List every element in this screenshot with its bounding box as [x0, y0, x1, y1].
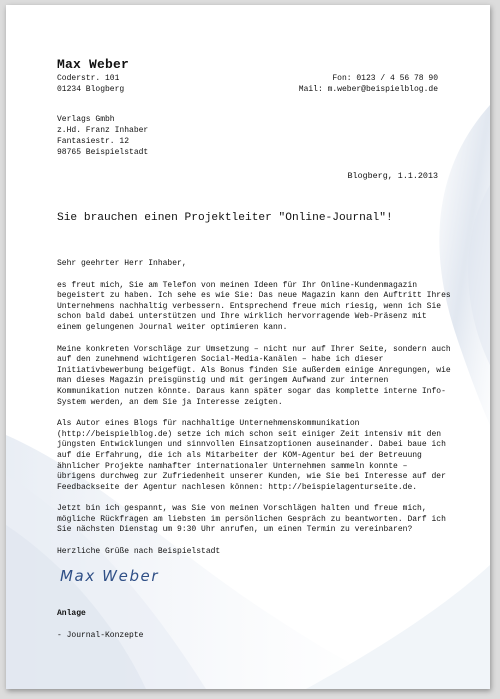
recipient-city: 98765 Beispielstadt [57, 148, 149, 157]
letter-date: Blogberg, 1.1.2013 [347, 171, 438, 181]
sender-mail: Mail: m.weber@beispielblog.de [298, 85, 438, 94]
sender-phone: Fon: 0123 / 4 56 78 90 [332, 74, 438, 83]
body-paragraph-4: Jetzt bin ich gespannt, was Sie von meinen Vorschlägen halten und freue mich, mögliche Rückfragen am liebsten im persönlichen Gespräch zu beantworten. Darf ich Sie nächsten Dienstag um 9:30 Uhr anrufen, um einen Termin zu vereinbaren? [57, 504, 446, 535]
body-paragraph-2: Meine konkreten Vorschläge zur Umsetzung – nicht nur auf Ihrer Seite, sondern auch auf den zunehmend wichtigeren Social-Media-Kanälen – habe ich dieser Initiativbewerbung beigefügt. Als Bonus finden Sie außerdem einige Anregungen, wie man dieses Magazin preisgünstig und mit geringem Aufwand zur internen Kommunikation nutzen könnte. Daraus kann später sogar das komplette interne Info- System werden, an dem Sie ja Interesse zeigten. [57, 344, 451, 407]
sender-address [57, 73, 124, 95]
salutation: Sehr geehrter Herr Inhaber, [57, 259, 187, 268]
letter-body [57, 259, 452, 558]
enclosure-label: Anlage [57, 609, 86, 618]
closing: Herzliche Grüße nach Beispielstadt [57, 547, 221, 557]
body-paragraph-3: Als Autor eines Blogs für nachhaltige Unternehmenskommunikation (http://beispielblog.de) setze ich mich schon seit einiger Zeit intensiv mit den jüngsten Entwicklungen und sinnvollen Einsatzoptionen auseinander. Dabei baue ich auf die Erfahrung, die ich als Mitarbeiter der KOM-Agentur bei der Betreuung ähnlicher Projekte namhafter internationaler Unternehmen sammeln konnte – übrigens durchweg zur Zufriedenheit unserer Kunden, wie Sie bei Interesse auf der Feedbackseite der Agentur nachlesen können: http://beispielagenturseite.de. [57, 419, 446, 492]
sender-name: Max Weber [57, 57, 130, 72]
recipient-street: Fantasiestr. 12 [57, 137, 130, 146]
letter-subject: Sie brauchen einen Projektleiter "Online-Journal"! [57, 212, 393, 224]
letter-page [6, 5, 490, 689]
recipient-address [57, 114, 148, 158]
sender-contact [299, 73, 438, 95]
enclosure-item: - Journal-Konzepte [57, 631, 144, 640]
recipient-attention: z.Hd. Franz Inhaber [57, 126, 149, 135]
recipient-company: Verlags Gmbh [57, 115, 115, 124]
handwritten-signature: Max Weber [60, 567, 160, 585]
sender-street: Coderstr. 101 [57, 74, 120, 83]
body-paragraph-1: es freut mich, Sie am Telefon von meinen Ideen für Ihr Online-Kundenmagazin begeistert zu haben. Ich sehe es wie Sie: Das neue Magazin kann den Auftritt Ihres Unternehmens nachhaltig verbessern. Entsprechend freue mich riesig, wenn ich Sie schon bald dabei unterstützen und Ihre wirklich hervorragende Web-Präsenz mit einem gelungenen Journal weiter optimieren kann. [57, 280, 451, 332]
sender-city: 01234 Blogberg [57, 85, 125, 94]
